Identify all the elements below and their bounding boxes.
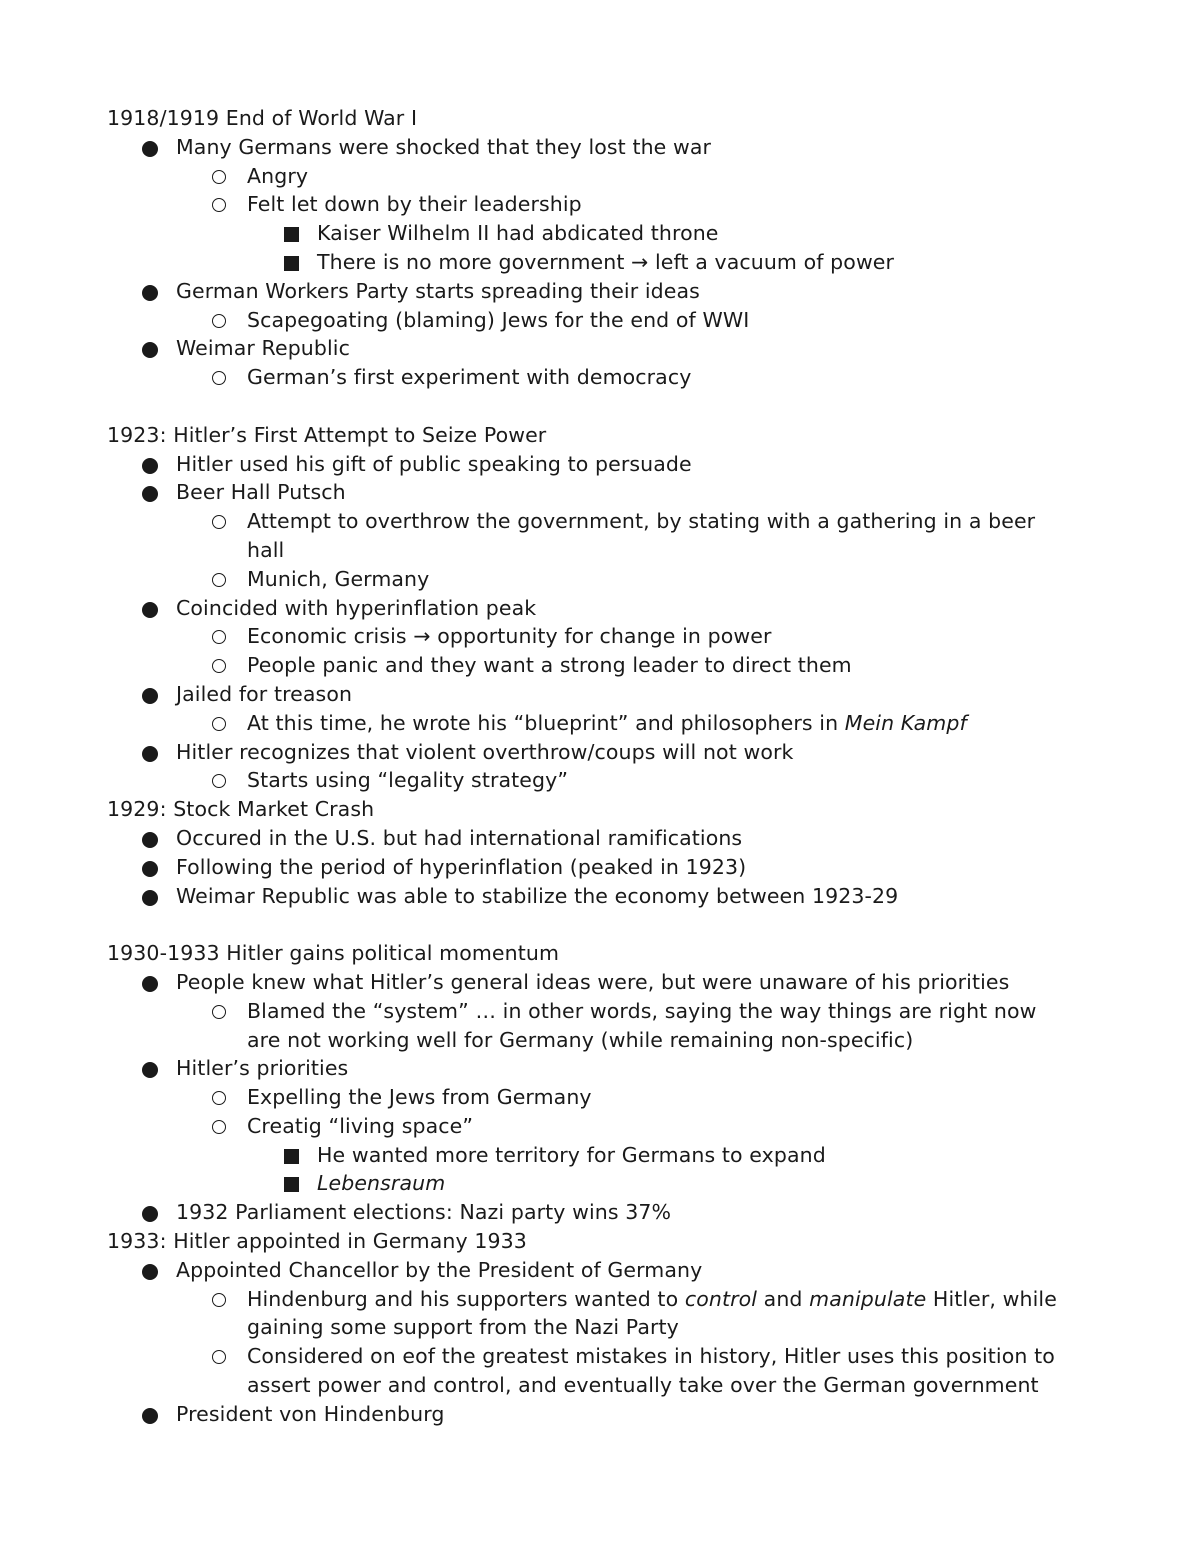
filled-circle-bullet-icon (142, 1264, 158, 1280)
list-item: People knew what Hitler’s general ideas were, but were unaware of his priorities (0, 968, 1200, 997)
filled-circle-bullet-icon (142, 688, 158, 704)
filled-circle-bullet-icon (142, 342, 158, 358)
list-item: Scapegoating (blaming) Jews for the end of WWI (0, 306, 1200, 335)
list-item: Munich, Germany (0, 565, 1200, 594)
list-item: Considered on eof the greatest mistakes in history, Hitler uses this position to (0, 1342, 1200, 1371)
list-item: President von Hindenburg (0, 1400, 1200, 1429)
square-bullet-icon (284, 1177, 299, 1192)
list-item-continuation: hall (247, 537, 285, 562)
filled-circle-bullet-icon (142, 486, 158, 502)
list-item: Occured in the U.S. but had international ramifications (0, 824, 1200, 853)
hollow-circle-bullet-icon (212, 1350, 226, 1364)
list-item: German’s first experiment with democracy (0, 363, 1200, 392)
filled-circle-bullet-icon (142, 1206, 158, 1222)
filled-circle-bullet-icon (142, 602, 158, 618)
list-item: Hitler used his gift of public speaking to persuade (0, 450, 1200, 479)
hollow-circle-bullet-icon (212, 1293, 226, 1307)
filled-circle-bullet-icon (142, 890, 158, 906)
list-item: Following the period of hyperinflation (peaked in 1923) (0, 853, 1200, 882)
filled-circle-bullet-icon (142, 458, 158, 474)
hollow-circle-bullet-icon (212, 630, 226, 644)
square-bullet-icon (284, 1149, 299, 1164)
hollow-circle-bullet-icon (212, 1120, 226, 1134)
filled-circle-bullet-icon (142, 861, 158, 877)
list-item: Appointed Chancellor by the President of Germany (0, 1256, 1200, 1285)
document-body (0, 104, 1200, 1429)
list-item-continuation: assert power and control, and eventually take over the German government (247, 1373, 1039, 1398)
list-item: People panic and they want a strong leader to direct them (0, 651, 1200, 680)
hollow-circle-bullet-icon (212, 198, 226, 212)
list-item: Hindenburg and his supporters wanted to control and manipulate Hitler, while (0, 1285, 1200, 1314)
list-item: Many Germans were shocked that they lost the war (0, 133, 1200, 162)
book-title: Mein Kampf (844, 710, 967, 735)
list-item: 1932 Parliament elections: Nazi party wins 37% (0, 1198, 1200, 1227)
list-item: Weimar Republic (0, 334, 1200, 363)
list-item-continuation: gaining some support from the Nazi Party (247, 1315, 679, 1340)
filled-circle-bullet-icon (142, 832, 158, 848)
list-item: Kaiser Wilhelm II had abdicated throne (0, 219, 1200, 248)
blank-line (0, 392, 1200, 421)
list-item: Economic crisis → opportunity for change in power (0, 622, 1200, 651)
hollow-circle-bullet-icon (212, 717, 226, 731)
list-item: He wanted more territory for Germans to expand (0, 1141, 1200, 1170)
filled-circle-bullet-icon (142, 976, 158, 992)
filled-circle-bullet-icon (142, 141, 158, 157)
list-item: Creatig “living space” (0, 1112, 1200, 1141)
hollow-circle-bullet-icon (212, 573, 226, 587)
hollow-circle-bullet-icon (212, 371, 226, 385)
filled-circle-bullet-icon (142, 1062, 158, 1078)
list-item: At this time, he wrote his “blueprint” and philosophers in Mein Kampf (0, 709, 1200, 738)
list-item: Beer Hall Putsch (0, 478, 1200, 507)
list-item: German Workers Party starts spreading their ideas (0, 277, 1200, 306)
list-item: Starts using “legality strategy” (0, 766, 1200, 795)
list-item: Blamed the “system” … in other words, saying the way things are right now (0, 997, 1200, 1026)
list-item: Coincided with hyperinflation peak (0, 594, 1200, 623)
filled-circle-bullet-icon (142, 746, 158, 762)
section-heading: 1923: Hitler’s First Attempt to Seize Power (107, 422, 547, 447)
square-bullet-icon (284, 256, 299, 271)
section-heading: 1929: Stock Market Crash (107, 797, 375, 822)
hollow-circle-bullet-icon (212, 1091, 226, 1105)
hollow-circle-bullet-icon (212, 1005, 226, 1019)
hollow-circle-bullet-icon (212, 314, 226, 328)
list-item: There is no more government → left a vacuum of power (0, 248, 1200, 277)
list-item-continuation: are not working well for Germany (while remaining non-specific) (247, 1027, 914, 1052)
filled-circle-bullet-icon (142, 285, 158, 301)
hollow-circle-bullet-icon (212, 170, 226, 184)
list-item: Attempt to overthrow the government, by stating with a gathering in a beer (0, 507, 1200, 536)
list-item: Expelling the Jews from Germany (0, 1083, 1200, 1112)
square-bullet-icon (284, 227, 299, 242)
list-item: Hitler’s priorities (0, 1054, 1200, 1083)
list-item: Jailed for treason (0, 680, 1200, 709)
hollow-circle-bullet-icon (212, 659, 226, 673)
section-heading: 1930-1933 Hitler gains political momentum (107, 941, 560, 966)
list-item: Angry (0, 162, 1200, 191)
filled-circle-bullet-icon (142, 1408, 158, 1424)
section-heading: 1918/1919 End of World War I (107, 106, 418, 130)
hollow-circle-bullet-icon (212, 774, 226, 788)
list-item: Weimar Republic was able to stabilize the economy between 1923-29 (0, 882, 1200, 911)
blank-line (0, 910, 1200, 939)
list-item: Felt let down by their leadership (0, 190, 1200, 219)
list-item: Lebensraum (0, 1169, 1200, 1198)
hollow-circle-bullet-icon (212, 515, 226, 529)
section-heading: 1933: Hitler appointed in Germany 1933 (107, 1229, 527, 1254)
list-item: Hitler recognizes that violent overthrow/coups will not work (0, 738, 1200, 767)
